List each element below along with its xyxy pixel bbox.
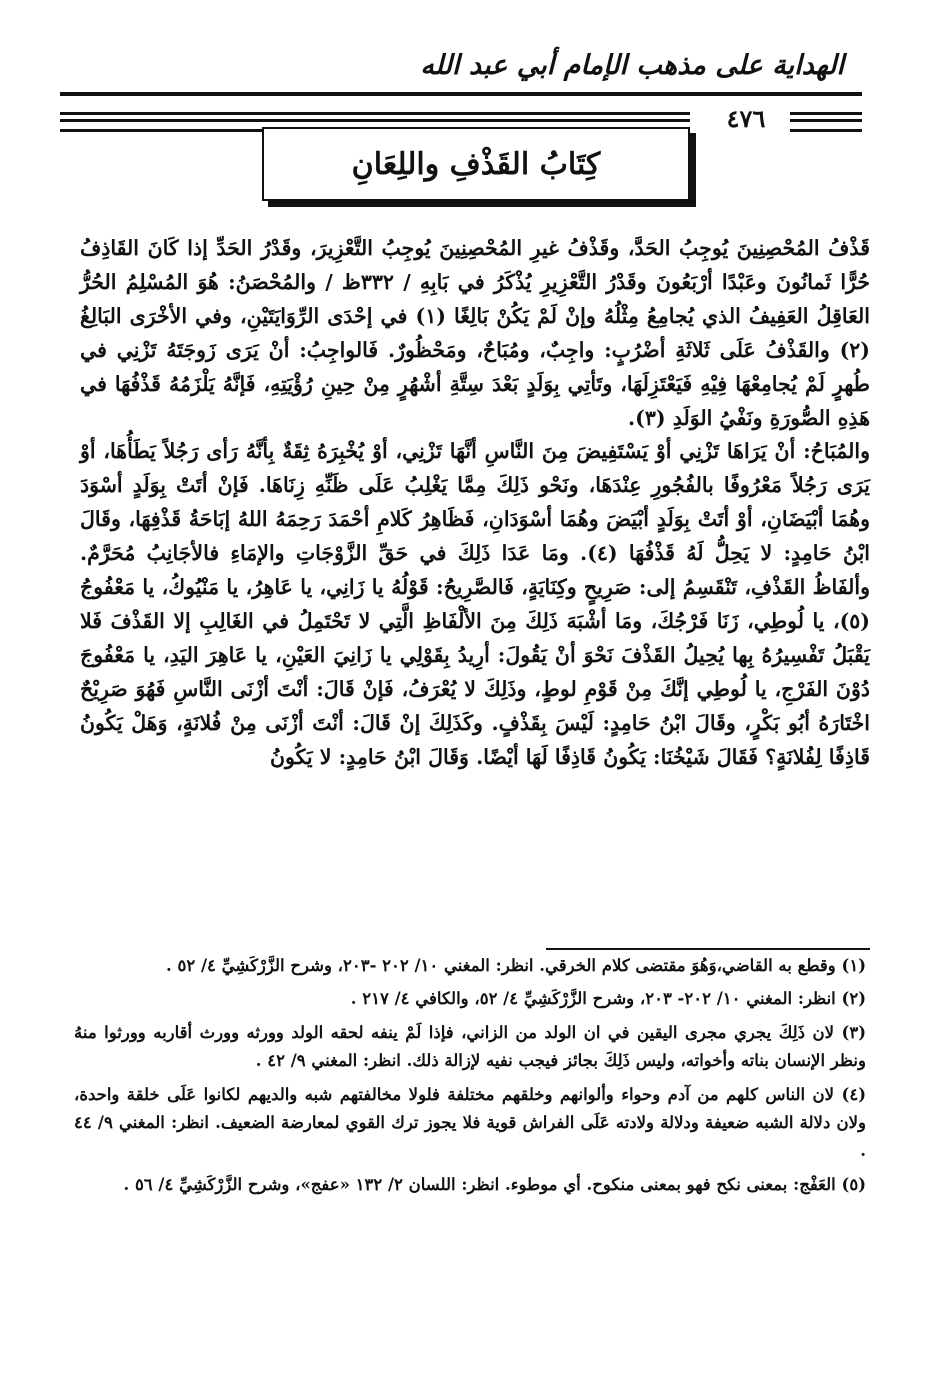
page-header <box>60 40 862 133</box>
footnote: (٤) لان الناس كلهم من آدم وحواء وألوانهم وخلقهم مختلفة فلولا مخالفتهم شبه والديهم لكانوا عَلَى خلقة واحدة، ولان دلالة الشبه ضعيفة ودلالة ولادته عَلَى الفراش قوية فلا يجوز ترك القوي لمعارضة الضعيف. انظر: المغني ٩/ ٤٤ . <box>74 1084 867 1161</box>
body-paragraph: قَذْفُ المُحْصِنِينَ يُوجِبُ الحَدَّ، وقَذْفُ غيرِ المُحْصِنِينَ يُوجِبُ التَّعْزِيرَ، وقَدْرُ الحَدِّ إذا كَانَ القَاذِفُ حُرًّا ثَمانُونَ وعَبْدًا أرْبَعُونَ وقَدْرُ التَّعْزِيرِ يُذْكَرُ في بَابِهِ / ٣٣٢ظ / والمُحْصَنُ: هُوَ المُسْلِمُ الحُرُّ العَاقِلُ العَفِيفُ الذي يُجامِعُ مِثْلُهُ وإنْ لَمْ يَكُنْ بَالِغًا (١) في إحْدَى الرِّوَايَتَيْنِ، وفي الأخْرَى البَالِغُ (٢) والقَذْفُ عَلَى ثَلاثَةِ أضْرُبٍ: واجِبٌ، ومُبَاحٌ، ومَحْظُورٌ. فَالواجِبُ: أنْ يَرَى زَوجَتَهُ تَزْنِي في طُهرٍ لَمْ يُجامِعْهَا فِيْهِ فَيَعْتَزِلَهَا، وتَأتِي بِوَلَدٍ بَعْدَ سِتَّةِ أشْهُرٍ مِنْ حِينِ رُؤْيَتِهِ، فَإنَّهُ يَلْزَمُهُ قَذْفُهَا في هَذِهِ الصُّورَةِ ونَفْيُ الوَلَدِ (٣). <box>80 236 871 430</box>
main-text <box>80 232 870 775</box>
footnote: (٥) العَفْج: بمعنى نكح فهو بمعنى منكوح. أي موطوء. انظر: اللسان ٢/ ١٣٢ «عفج»، وشرح الزَّرْكَشِيِّ ٤/ ٥٦ . <box>123 1174 866 1194</box>
body-paragraph: والمُبَاحُ: أنْ يَرَاهَا تَزْنِي أوْ يَسْتَفِيضَ مِنَ النَّاسِ أنَّهَا تَزْنِي، أوْ يُخْبِرَهُ ثِقَةٌ بِأنَّهُ رَأى رَجُلاً يَطَأُهَا، أوْ يَرَى رَجُلاً مَعْرُوفًا بالفُجُورِ عِنْدَهَا، ونَحْو ذَلِكَ مِمَّا يَغْلِبُ عَلَى ظَنِّهِ زِنَاهَا. فَإنْ أتَتْ بِوَلَدٍ أسْوَدَ وهُمَا أبْيَضَانِ، أوْ أتَتْ بِوَلَدٍ أبْيَضَ وهُمَا أسْوَدَانِ، فَظَاهِرُ كَلامِ أحْمَدَ رَحِمَهُ اللهُ إبَاحَةُ قَذْفِهَا، وقَالَ ابْنُ حَامِدٍ: لا يَحِلُّ لَهُ قَذْفُهَا (٤). ومَا عَدَا ذَلِكَ في حَقِّ الزَّوْجَاتِ والإمَاءِ فالأجَانِبُ مُحَرَّمٌ. وألفَاظُ القَذْفِ، تَنْقَسِمُ إلى: صَرِيحٍ وكِنَايَةٍ، فَالصَّرِيحُ: قَوْلُهُ يا زَانِي، يا عَاهِرُ، يا مَنْيُوكُ، يا مَعْفُوجُ (٥)، يا لُوطِي، زَنَا فَرْجُكَ، ومَا أشْبَهَ ذَلِكَ مِنَ الألْفَاظِ الَّتِي لا تَحْتَمِلُ في الغَالِبِ إلا القَذْفَ فَلا يَقْبَلُ تَفْسِيرُهُ بِها يُحِيلُ القَذْفَ نَحْوَ أنْ يَقُولَ: أرِيدُ بِقَوْلِي يا زَانِيَ العَيْنِ، يا عَاهِرَ اليَدِ، يا مَعْفُوجَ دُوْنَ الفَرْجِ، يا لُوطِي إنَّكَ مِنْ قَوْمِ لوطٍ، وذَلِكَ لا يُعْرَفُ، فَإنْ قَالَ: أنْتَ أزْنَى النَّاسِ فَهُوَ صَرِيْحٌ اخْتَارَهُ أبُو بَكْرٍ، وقَالَ ابْنُ حَامِدٍ: لَيْسَ بِقَذْفٍ. وكَذَلِكَ إنْ قَالَ: أنْتَ أزْنَى مِنْ فُلانَةٍ، وَهَلْ يَكُونُ قَاذِفًا لِفُلانَةٍ؟ فَقَالَ شَيْخُنَا: يَكُونُ قَاذِفًا لَهَا أيْضًا. وَقَالَ ابْنُ حَامِدٍ: لا يَكُونُ <box>80 439 870 769</box>
footnote: (٢) انظر: المغني ١٠/ ٢٠٢- ٢٠٣، وشرح الزَّرْكَشِيِّ ٤/ ٥٢، والكافي ٤/ ٢١٧ . <box>350 989 866 1009</box>
footnote: (١) وقطع به القاضي،وَهُوَ مقتضى كلام الخرقي. انظر: المغني ١٠/ ٢٠٢ -٢٠٣، وشرح الزَّرْكَشِيِّ ٤/ ٥٢ . <box>165 956 866 975</box>
running-title: الهداية على مذهب الإمام أبي عبد الله <box>420 50 844 81</box>
header-rule-thick <box>60 92 862 96</box>
chapter-title-box <box>262 127 690 201</box>
footnote: (٣) لان ذَلِكَ يجري مجرى اليقين في ان الولد من الزاني، فإذا لَمْ ينفه لحقه الولد وورثه وورث أقاربه وورثوا منهُ ونظر الإنسان بناته وأخواته، وليس ذَلِكَ بجائز فيجب نفيه لإزالة ذلك. انظر: المغني ٩/ ٤٢ . <box>74 1022 866 1071</box>
chapter-title: كِتَابُ القَذْفِ واللِعَانِ <box>351 146 601 182</box>
footnote-separator <box>546 948 870 950</box>
page-number: ٤٧٦ <box>726 104 766 133</box>
header-rule-triple-right <box>790 112 862 132</box>
footnotes <box>74 952 866 1204</box>
